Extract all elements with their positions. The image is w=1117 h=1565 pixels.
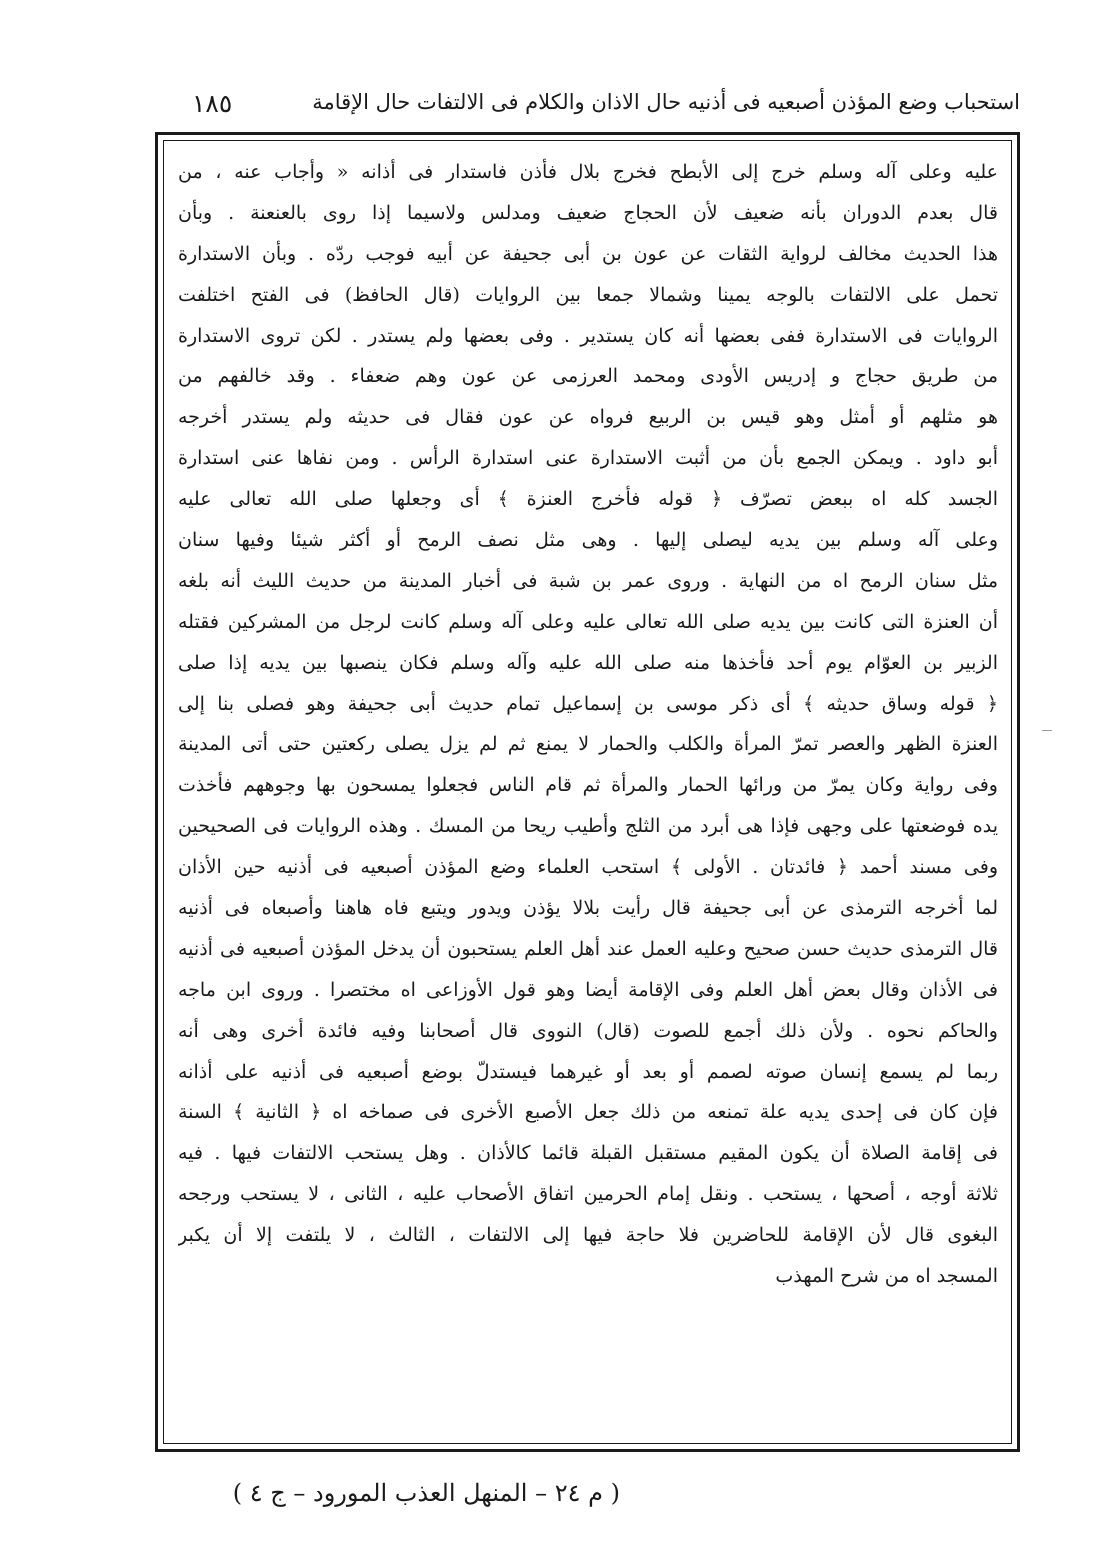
text-line: قال الترمذى حديث حسن صحيح وعليه العمل عند أهل العلم يستحبون أن يدخل المؤذن أصبعيه فى أذنيه [178, 937, 998, 960]
text-line: فإن كان فى إحدى يديه علة تمنعه من ذلك جعل الأصبع الأخرى فى صماخه اه ﴿ الثانية ﴾ السنة [178, 1101, 998, 1124]
text-line: الجسد كله اه ببعض تصرّف ﴿ قوله فأخرج العنزة ﴾ أى وجعلها صلى الله تعالى عليه [178, 488, 998, 511]
text-line: هذا الحديث مخالف لرواية الثقات عن عون بن أبى جحيفة عن أبيه فوجب ردّه . وبأن الاستدارة [178, 242, 998, 265]
text-line: المسجد اه من شرح المهذب [775, 1265, 998, 1288]
text-line: وعلى آله وسلم بين يديه ليصلى إليها . وهى مثل نصف الرمح أو أكثر شيئا وفيها سنان [178, 529, 998, 552]
signature-footer: ( م ٢٤ – المنهل العذب المورود – ج ٤ ) [232, 1479, 620, 1507]
text-line: أبو داود . ويمكن الجمع بأن من أثبت الاستدارة عنى استدارة الرأس . ومن نفاها عنى استدارة [178, 447, 998, 470]
running-title: استحباب وضع المؤذن أصبعيه فى أذنيه حال الاذان والكلام فى الالتفات حال الإقامة [312, 90, 1020, 114]
text-line: وفى مسند أحمد ﴿ فائدتان . الأولى ﴾ استحب العلماء وضع المؤذن أصبعيه فى أذنيه حين الأذان [178, 856, 998, 879]
text-line: لما أخرجه الترمذى عن أبى جحيفة قال رأيت بلالا يؤذن ويدور ويتبع فاه هاهنا وأصبعاه فى أذنيه [178, 897, 998, 920]
main-text [178, 152, 998, 1297]
text-line: أن العنزة التى كانت بين يديه صلى الله تعالى عليه وعلى آله وسلم كانت لرجل من المشركين فقتله [178, 610, 998, 633]
text-line: تحمل على الالتفات بالوجه يمينا وشمالا جمعا بين الروايات (قال الحافظ) فى الفتح اختلفت [178, 283, 998, 306]
text-line: فى الأذان وقال بعض أهل العلم وفى الإقامة أيضا وهو قول الأوزاعى اه مختصرا . وروى ابن ماجه [178, 978, 998, 1001]
text-line: العنزة الظهر والعصر تمرّ المرأة والكلب والحمار لا يمنع ثم لم يزل يصلى ركعتين حتى أتى المدينة [178, 733, 998, 756]
text-line: الروايات فى الاستدارة ففى بعضها أنه كان يستدير . وفى بعضها ولم يستدر . لكن تروى الاستدارة [178, 324, 998, 347]
text-line: ربما لم يسمع إنسان صوته لصمم أو بعد أو غيرهما فيستدلّ بوضع أصبعيه فى أذنيه على أذانه [178, 1060, 998, 1083]
text-line: وفى رواية وكان يمرّ من ورائها الحمار والمرأة ثم قام الناس فجعلوا يمسحون بها وجوههم فأخذت [178, 774, 998, 797]
text-line: فى إقامة الصلاة أن يكون المقيم مستقبل القبلة قائما كالأذان . وهل يستحب الالتفات فيها . فيه [178, 1142, 998, 1165]
text-line: ثلاثة أوجه ، أصحها ، يستحب . ونقل إمام الحرمين اتفاق الأصحاب عليه ، الثانى ، لا يستحب ورجحه [178, 1183, 998, 1206]
page-header [150, 82, 1020, 132]
text-line: من طريق حجاج و إدريس الأودى ومحمد العرزمى عن عون وهم ضعفاء . وقد خالفهم من [178, 365, 998, 388]
text-line: مثل سنان الرمح اه من النهاية . وروى عمر بن شبة فى أخبار المدينة من حديث الليث أنه بلغه [178, 569, 998, 592]
text-line: والحاكم نحوه . ولأن ذلك أجمع للصوت (قال) النووى قال أصحابنا وفيه فائدة أخرى وهى أنه [178, 1019, 998, 1042]
margin-mark [1042, 730, 1052, 731]
page-number: ١٨٥ [192, 89, 233, 118]
text-line: البغوى قال لأن الإقامة للحاضرين فلا حاجة فيها إلى الالتفات ، الثالث ، لا يلتفت إلا أن يكبر [178, 1224, 998, 1247]
text-line: يده فوضعتها على وجهى فإذا هى أبرد من الثلج وأطيب ريحا من المسك . وهذه الروايات فى الصحيحين [178, 815, 998, 838]
text-line: هو مثلهم أو أمثل وهو قيس بن الربيع فرواه عن عون فقال فى حديثه ولم يستدر أخرجه [178, 406, 998, 429]
text-line: قال بعدم الدوران بأنه ضعيف لأن الحجاج ضعيف ومدلس ولاسيما إذا روى بالعنعنة . وبأن [178, 201, 998, 224]
text-line: عليه وعلى آله وسلم خرج إلى الأبطح فخرج بلال فأذن فاستدار فى أذانه « وأجاب عنه ، من [178, 161, 998, 183]
text-line: ﴿ قوله وساق حديثه ﴾ أى ذكر موسى بن إسماعيل تمام حديث أبى جحيفة وهو فصلى بنا إلى [178, 692, 998, 715]
text-line: الزبير بن العوّام يوم أحد فأخذها منه صلى الله عليه وآله وسلم فكان ينصبها بين يديه إذا صلى [178, 651, 998, 674]
